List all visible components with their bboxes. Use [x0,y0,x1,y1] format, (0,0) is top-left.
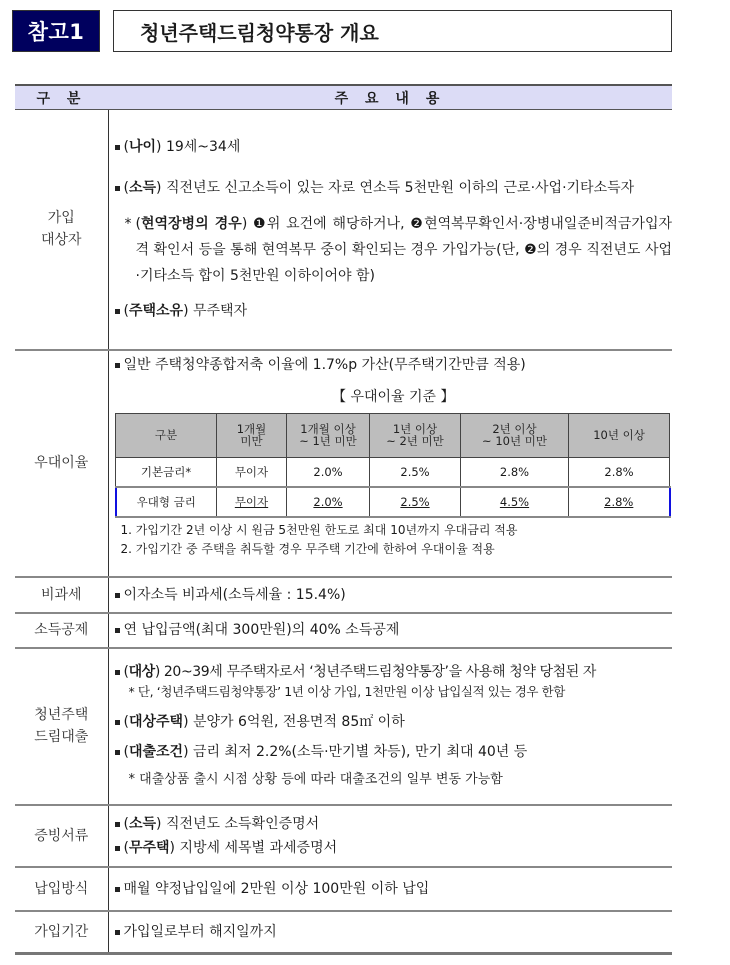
item-text: 19세~34세 [161,139,241,156]
table-row-payment-method [15,867,672,911]
item-text: 분양가 6억원, 전용면적 85㎡ 이하 [188,714,405,730]
row-content [108,805,672,867]
row-content [108,648,672,805]
row-label-line: 드림대출 [34,729,89,745]
table-row-income-deduction [15,613,672,648]
row-content [108,911,672,954]
row-label [15,648,108,805]
bullet-square-icon [115,593,120,598]
rate-cell: 2.8% [569,457,670,487]
bullet-item: (주택소유) 무주택자 [115,301,673,321]
bullet-square-icon [115,750,120,755]
item-text: 가입일로부터 해지일까지 [123,923,277,940]
bullet-item: (대상) 20~39세 무주택자로서 ‘청년주택드림청약통장’을 사용해 청약 당첨된 자 [115,662,673,682]
note-item: * (현역장병의 경우) ❶위 요건에 해당하거나, ❷현역복무확인서·장병내일준비적금가입자격 확인서 등을 통해 현역복무 중이 확인되는 경우 가입가능(단, ❷의 경우 직전년도 사업·기타소득 합이 5천만원 이하이어야 함) [124,216,672,285]
rate-row-preferential [116,487,670,517]
rate-cell: 4.5% [461,487,569,517]
bullet-item: (무주택) 지방세 세목별 과세증명서 [115,838,673,858]
bullet-item: (소득) 직전년도 신고소득이 있는 자로 연소득 5천만원 이하의 근로·사업·기타소득자 [115,175,673,201]
bullet-square-icon [115,846,120,851]
rate-cell: 2.0% [287,457,370,487]
row-content [108,613,672,648]
note-item: * 단, ‘청년주택드림청약통장’ 1년 이상 가입, 1천만원 이상 납입실적 있는 경우 한함 [128,684,565,699]
rate-header-cell: 1개월 이상 ~ 1년 미만 [287,413,370,457]
rate-cell: 우대형 금리 [116,487,217,517]
row-label [15,110,108,350]
bullet-square-icon [115,628,120,633]
rate-cell: 2.8% [461,457,569,487]
row-label: 납입방식 [15,867,108,911]
rate-cell: 2.0% [287,487,370,517]
table-row-documents [15,805,672,867]
item-keyword: 대출조건 [128,744,184,760]
col-header-category: 구 분 [15,85,108,110]
item-text: 지방세 세목별 과세증명서 [175,839,338,856]
bullet-square-icon [115,363,120,368]
row-label: 비과세 [15,577,108,613]
row-label: 우대이율 [15,350,108,577]
bullet-square-icon [115,822,120,827]
item-text: 이자소득 비과세(소득세율 : 15.4%) [123,586,346,603]
item-text: 20~39세 무주택자로서 ‘청년주택드림청약통장’을 사용해 청약 당첨된 자 [159,664,597,680]
row-label: 가입기간 [15,911,108,954]
rate-cell: 무이자 [217,457,287,487]
bullet-item: (소득) 직전년도 소득확인증명서 [115,814,673,834]
item-text: 매월 약정납입일에 2만원 이상 100만원 이하 납입 [123,880,430,897]
rate-cell: 2.5% [370,487,461,517]
item-keyword: 무주택 [128,839,170,856]
row-label-line: 가입 [47,210,75,227]
table-row-subscription-period [15,911,672,954]
item-keyword: 소득 [128,815,157,832]
footnote: 1. 가입기간 2년 이상 시 원금 5천만원 한도로 최대 10년까지 우대금리 적용 [120,522,518,537]
item-text: 연 납입금액(최대 300만원)의 40% 소득공제 [123,622,400,638]
rate-cell: 기본금리* [116,457,217,487]
bullet-square-icon [115,309,120,314]
row-label: 증빙서류 [15,805,108,867]
rate-table-header [116,413,670,457]
table-row-preferential-rate [15,350,672,577]
item-text: 금리 최저 2.2%(소득·만기별 차등), 만기 최대 40년 등 [188,744,528,760]
col-header-content: 주 요 내 용 [108,85,672,110]
note-item: * 대출상품 출시 시점 상황 등에 따라 대출조건의 일부 변동 가능함 [128,772,503,787]
table-row-eligibility [15,110,672,350]
rate-header-cell: 10년 이상 [569,413,670,457]
rate-cell: 2.5% [370,457,461,487]
table-row-tax-exempt [15,577,672,613]
bullet-item [115,922,673,942]
item-text: 직전년도 신고소득이 있는 자로 연소득 5천만원 이하의 근로·사업·기타소득자 [161,180,635,197]
item-keyword: 소득 [128,180,157,197]
bullet-square-icon [115,145,120,150]
item-keyword: 주택소유 [128,303,184,320]
bullet-item [115,879,673,899]
bullet-square-icon [115,670,120,675]
rate-header-cell: 구분 [116,413,217,457]
item-keyword: 현역장병의 경우 [140,216,242,233]
bullet-item [115,355,673,375]
table-header-row [15,85,672,110]
row-label-line: 청년주택 [34,707,89,723]
item-text: 일반 주택청약종합저축 이율에 1.7%p 가산(무주택기간만큼 적용) [123,356,526,373]
rate-header-cell: 1년 이상 ~ 2년 미만 [370,413,461,457]
bullet-square-icon [115,186,120,191]
page-title: 청년주택드림청약통장 개요 [113,10,672,52]
table-row-dream-loan [15,648,672,805]
row-content [108,577,672,613]
bullet-item [115,585,673,605]
row-content [108,110,672,350]
reference-badge: 참고1 [12,10,100,52]
item-keyword: 대상주택 [128,714,184,730]
bullet-item: (대상주택) 분양가 6억원, 전용면적 85㎡ 이하 [115,712,673,732]
subtable-title: 【 우대이율 기준 】 [332,388,455,405]
rate-header-cell: 2년 이상 ~ 10년 미만 [461,413,569,457]
row-label-line: 대상자 [40,232,82,249]
bullet-square-icon [115,887,120,892]
rate-row-base [116,457,670,487]
footnote: 2. 가입기간 중 주택을 취득할 경우 무주택 기간에 한하여 우대이율 적용 [120,541,495,556]
bullet-item: (대출조건) 금리 최저 2.2%(소득·만기별 차등), 만기 최대 40년 등 [115,742,673,762]
bullet-item [115,620,673,640]
item-text: 직전년도 소득확인증명서 [161,815,320,832]
item-keyword: 대상 [128,664,155,680]
rate-cell: 2.8% [569,487,670,517]
item-keyword: 나이 [128,139,157,156]
item-text: 무주택자 [188,303,248,320]
row-content [108,350,672,577]
rate-table [115,413,671,518]
row-label: 소득공제 [15,613,108,648]
rate-cell: 무이자 [217,487,287,517]
bullet-square-icon [115,720,120,725]
bullet-item: (나이) 19세~34세 [115,137,673,157]
item-text: ) ❶위 요건에 해당하거나, ❷현역복무확인서·장병내일준비적금가입자격 확인서 등을 통해 현역복무 중이 확인되는 경우 가입가능(단, ❷의 경우 직전년도 사업·기타소득 합이 5천만원 이하이어야 함) [135,216,672,285]
bullet-square-icon [115,930,120,935]
rate-header-cell: 1개월 미만 [217,413,287,457]
overview-table [15,84,672,955]
row-content [108,867,672,911]
